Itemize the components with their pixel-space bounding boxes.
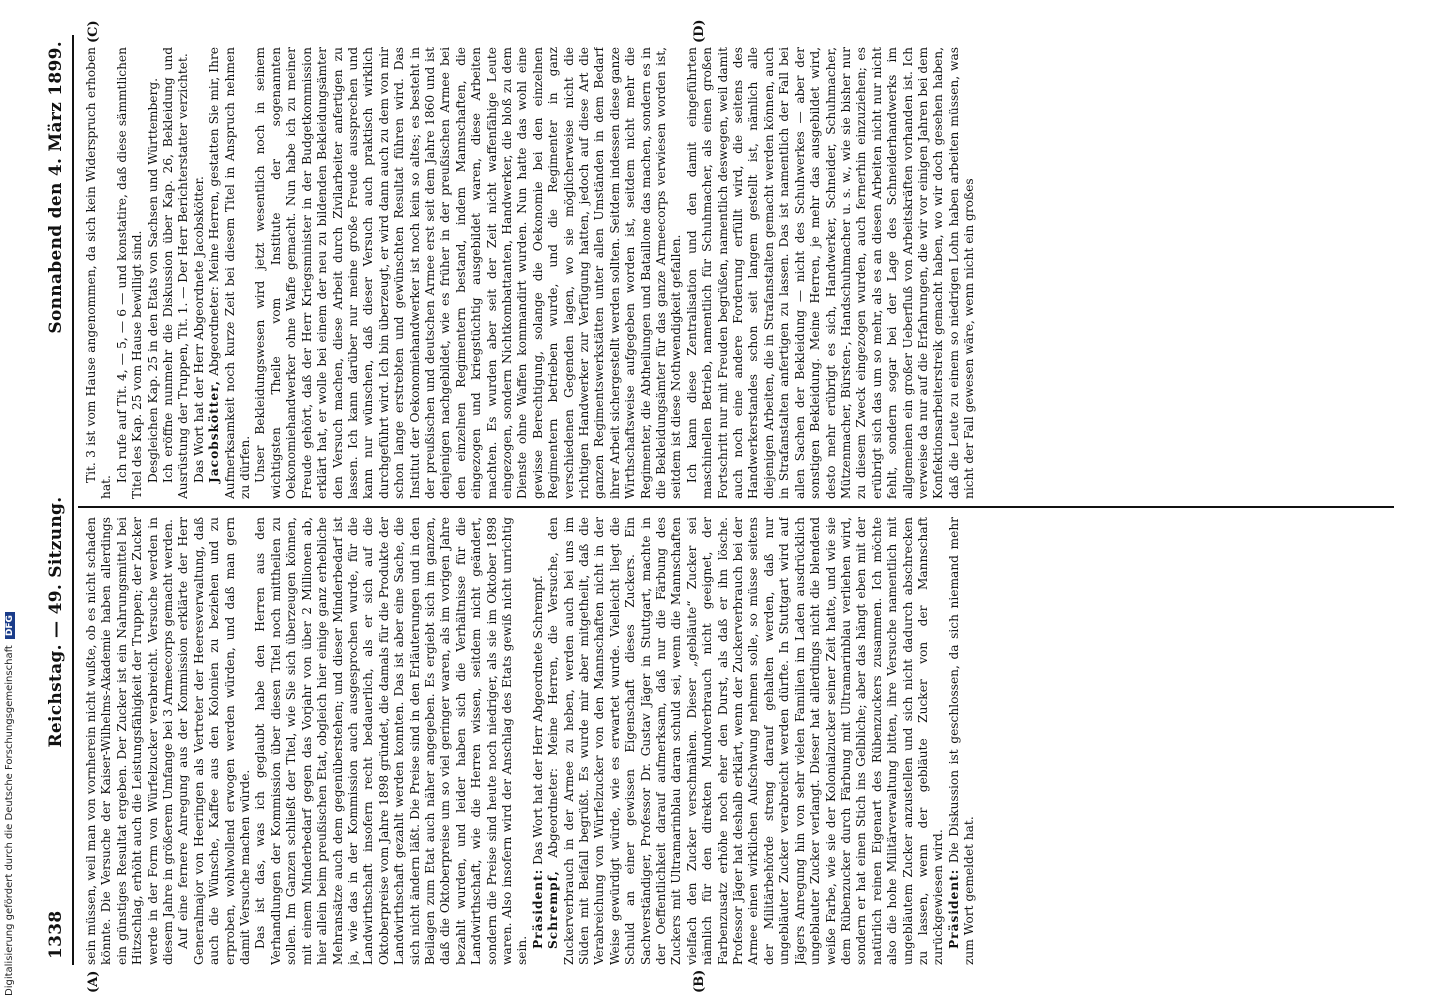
paragraph [146,47,161,499]
left-column [84,517,1392,965]
margin-marker-d: (D) [692,19,707,43]
paragraph [253,517,530,965]
paragraph-text: sein müssen, weil man von vornherein nicht wußte, ob es nicht schaden könnte. Die Versuche der Kaiser-Wilhelms-Akademie haben allerdings ein günstiges Resultat ergeben. Der Zucker ist ein Nahrungsmittel bei Hitzschlag, erhöht auch die Leistungsfähigkeit der Truppen; der Zucker werde in der Form von Würfelzucker verabreicht. Versuche werden in diesem Jahre in größerem Umfange bei 3 Armeecorps gemacht werden. [84,517,176,965]
paragraph [176,517,253,965]
paragraph [115,47,146,499]
paragraph-text: Ich rufe auf Tit. 4, — 5, — 6 — und konstatire, daß diese sämmtlichen Titel des Kap. 25 vom Hause bewilligt sind. [114,47,145,499]
paragraph-text: Desgleichen Kap. 25 in den Etats von Sachsen und Württemberg. [145,78,160,483]
paragraph-text: Das Wort hat der Herr Abgeordnete Jacobskötter. [191,176,206,483]
paragraph-text: Abgeordneter: Meine Herren, die Versuche, den Zuckerverbrauch in der Armee zu heben, werden auch bei uns im Süden mit Beifall begrüßt. Es wurde mir aber mitgetheilt, daß die Verabreichung von Würfelzucker von den Mannschaften nicht in der Weise gewürdigt würde, wie es erwartet wurde. Vielleicht liegt die Schuld an einer gewissen Eigenschaft dieses Zuckers. Ein Sachverständiger, Professor Dr. Gustav Jäger in Stuttgart, machte in der Oeffentlichkeit darauf aufmerksam, daß nur die Färbung des Zuckers mit Ultramarinblau daran schuld sei, wenn die Mannschaften vielfach den Zucker verschmähen. Dieser „gebläute“ Zucker sei nämlich für den direkten Mundverbrauch nicht geeignet, der Farbenzusatz erhöhe noch eher den Durst, als daß er ihn lösche. Professor Jäger hat deshalb erklärt, wenn der Zuckerverbrauch bei der Armee einen wirklichen Aufschwung nehmen solle, so müsse seitens der Militärbehörde streng darauf gehalten werden, daß nur ungebläuter Zucker verabreicht werden dürfte. In Stuttgart wird auf Jägers Anregung hin von sehr vielen Familien im Laden ausdrücklich ungeblauter Zucker verlangt. Dieser hat allerdings nicht die blendend weiße Farbe, wie sie der Kolonialzucker seiner Zeit hatte, und wie sie dem Rübenzucker durch Färbung mit Ultramarinblau verliehen wird, sondern er hat einen Stich ins Gelbliche; aber das hängt eben mit der natürlich reinen Eigenart des Rübenzuckers zusammen. Ich möchte also die hohe Militärverwaltung bitten, ihre Versuche namentlich mit ungebläutem Zucker anzustellen und sich nicht dadurch abschrecken zu lassen, wenn der gebläute Zucker von der Mannschaft zurückgewiesen wird. [546,517,946,965]
speaker-name: Präsident: [530,868,545,949]
page-date: Sonnabend den 4. März 1899. [46,41,66,334]
paragraph-text: Das Wort hat der Herr Abgeordnete Schrempf. [530,575,545,865]
column-divider [78,506,1394,508]
paragraph-text: Abgeordneter: Meine Herren, gestatten Sie mir, Ihre Aufmerksamkeit noch kurze Zeit bei diesem Titel in Anspruch nehmen zu dürfen. [207,47,253,499]
paragraph-text: Unser Bekleidungswesen wird jetzt wesentlich noch in seinem wichtigsten Theile vom Institute der sogenannten Oekonomiehandwerker ohne Waffe gemacht. Nun habe ich zu meiner Freude gehört, daß der Herr Kriegsminister in der Budgetkommission erklärt hat, er wolle bei einem der neu zu bildenden Bekleidungsämter den Versuch machen, diese Arbeit durch Zivilarbeiter anfertigen zu lassen. Ich kann darüber nur meine große Freude aussprechen und kann nur wünschen, daß dieser Versuch auch praktisch wirklich durchgeführt wird. Ich bin überzeugt, er wird dann auch zu dem von mir schon lange erstrebten und gewünschten Resultat führen wird. Das Institut der Oekonomiehandwerker ist noch kein so altes; es besteht in der preußischen und deutschen Armee erst seit dem Jahre 1860 und ist denjenigen nachgebildet, wie es früher in der preußischen Armee bei den einzelnen Regimentern bestand, indem Mannschaften, die eingezogen und kriegstüchtig ausgebildet waren, diese Arbeiten machten. Es wurden aber seit der Zeit nicht waffenfähige Leute eingezogen, sondern Nichtkombattanten, Handwerker, die bloß zu dem Dienste ohne Waffen kommandirt wurden. Nun hatte das wohl eine gewisse Berechtigung, solange die Oekonomie bei den einzelnen Regimentern betrieben wurde, und die Regimenter in ganz verschiedenen Gegenden lagen, wo sie möglicherweise nicht die richtigen Handwerker zur Verfügung hatten, jedoch auf diese Art die ganzen Regimentswerkstätten unter allen Umständen in dem Bedarf ihrer Arbeit sichergestellt werden sollten. Seitdem indessen diese ganze Wirthschaftsweise aufgegeben worden ist, seitdem nicht mehr die Regimenter, die Abtheilungen und Bataillone das machen, sondern es in die Bekleidungsämter für das ganze Armeecorps verwiesen worden ist, seitdem ist diese Nothwendigkeit gefallen. [253,47,684,499]
dfg-logo: DFG [5,612,15,639]
paragraph-text: Auf eine fernere Anregung aus der Kommission erklärte der Herr Generalmajor von Heeringen als Vertreter der Heeresverwaltung, daß auch die Wünsche, Kaffee aus den Kolonien zu beziehen und zu erproben, wohlwollend erwogen werden würden, und daß man gern damit Versuche machen würde. [176,517,253,965]
paragraph [253,47,684,499]
paragraph [192,47,207,499]
page-number: 1338 [46,910,66,959]
right-column [84,47,1392,499]
paragraph [84,47,115,499]
paragraph-text: Tit. 3 ist vom Hause angenommen, da sich kein Widerspruch erhoben hat. [84,47,114,499]
paragraph-text: Die Diskussion ist geschlossen, da sich niemand mehr zum Wort gemeldet hat. [946,517,977,965]
margin-marker-a: (A) [86,970,101,993]
digitization-credit [4,612,15,996]
page-title: Reichstag. — 49. Sitzung. [46,496,66,748]
rotated-page [40,19,1400,993]
paragraph-text: Ich eröffne nunmehr die Diskussion über Kap. 26, Bekleidung und Ausrüstung der Truppen, Tit. 1. — Der Herr Berichterstatter verzichtet. [161,47,191,499]
speaker-name: Präsident: [946,868,961,949]
paragraph [531,517,546,965]
speaker-name: Jacobskötter, [207,380,222,483]
paragraph [947,517,978,965]
credit-text: Digitalisierung gefördert durch die Deutsche Forschungsgemeinschaft [4,645,15,996]
paragraph-text: Das ist das, was ich geglaubt habe den Herren aus den Verhandlungen der Kommission über diesen Titel noch mittheilen zu sollen. Im Ganzen schließt der Titel, wie Sie sich überzeugen können, mit einem Minderbedarf gegen das Vorjahr von über 2 Millionen ab, hier allein beim preußischen Etat, obgleich hier einige ganz erhebliche Mehransätze auch dem gegenüberstehen; und dieser Minderbedarf ist ja, wie das in der Kommission auch ausgesprochen wurde, für die Landwirthschaft insofern recht bedauerlich, als er sich auf die Oktoberpreise vom Jahre 1898 gründet, die damals für die Produkte der Landwirthschaft gezahlt werden konnten. Das ist aber eine Sache, die sich nicht ändern läßt. Die Preise sind in den Erläuterungen und in den Beilagen zum Etat auch näher angegeben. Es ergiebt sich im ganzen, daß die Oktoberpreise um so viel geringer waren, als im vorigen Jahre bezahlt wurden, und leider haben sich die Verhältnisse für die Landwirthschaft, wie die Herren wissen, seitdem nicht geändert, sondern die Preise sind heute noch niedriger, als sie im Oktober 1898 waren. Also insofern wird der Anschlag des Etats gewiß nicht unrichtig sein. [253,517,530,965]
paragraph [685,47,978,499]
paragraph [84,517,176,965]
margin-marker-c: (C) [86,20,101,43]
margin-marker-b: (B) [692,969,707,993]
page-header [40,35,74,965]
paragraph [161,47,192,499]
paragraph [546,517,947,965]
speaker-name: Schrempf, [546,870,561,949]
paragraph-text: Ich kann diese Zentralisation und den damit eingeführten maschinellen Betrieb, namentlich für Schuhmacher, als einen großen Fortschritt nur mit Freuden begrüßen, namentlich deswegen, weil damit auch noch eine andere Forderung erfüllt wird, die seitens des Handwerkerstandes schon seit langem gestellt ist, nämlich alle diejenigen Arbeiten, die in Strafanstalten gemacht werden können, auch in Strafanstalten anfertigen zu lassen. Das ist namentlich der Fall bei allen Sachen der Bekleidung — nicht des Schuhwerkes — aber der sonstigen Bekleidung. Meine Herren, je mehr das ausgebildet wird, desto mehr erübrigt es sich, Handwerker, Schneider, Schuhmacher, Mützenmacher, Bürsten-, Handschuhmacher u. s. w., wie sie bisher nur zu diesem Zweck eingezogen wurden, auch fernerhin einzuziehen; es erübrigt sich das um so mehr, als es an diesen Arbeiten nicht nur nicht fehlt, sondern sogar bei der Lage des Schneiderhandwerks im allgemeinen ein großer Ueberfluß von Arbeitskräften vorhanden ist. Ich verweise da nur auf die Erfahrungen, die wir vor einigen Jahren bei dem Konfektionsarbeiterstreik gemacht haben, wo wir doch gesehen haben, daß die Leute zu einem so niedrigen Lohn haben arbeiten müssen, was nicht der Fall gewesen wäre, wenn nicht ein großes [684,47,977,499]
paragraph [207,47,253,499]
